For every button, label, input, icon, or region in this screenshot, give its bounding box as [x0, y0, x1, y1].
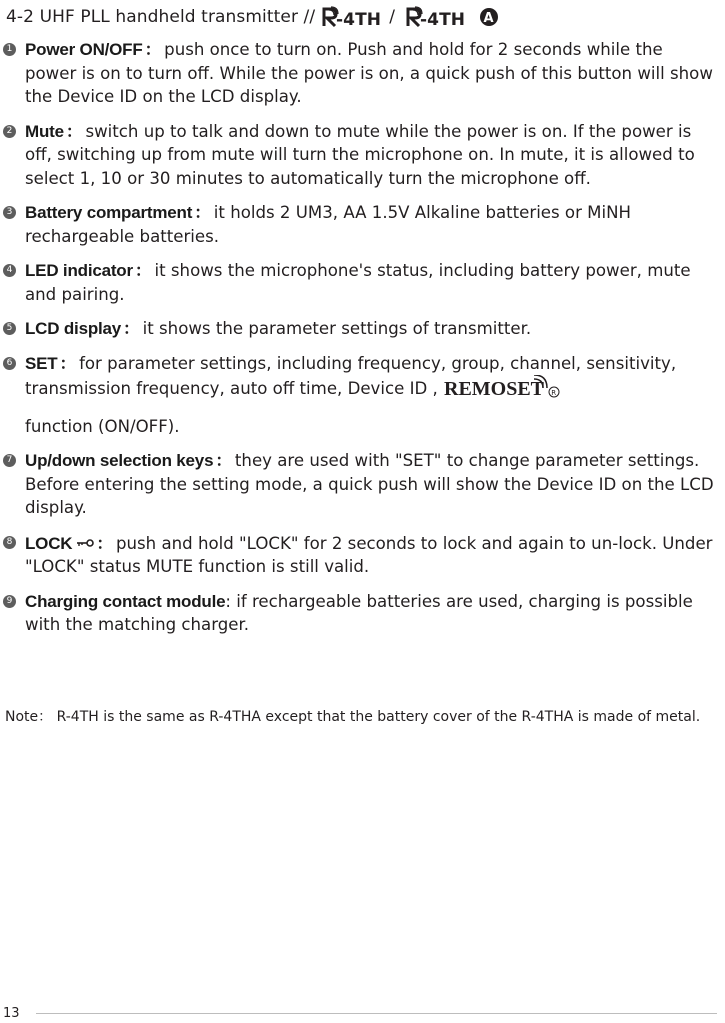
list-item-led: [0, 259, 725, 306]
r-4tha-logo: [405, 6, 501, 28]
item-number-badge: 7: [3, 454, 16, 467]
item-separator: ：: [215, 451, 232, 470]
item-description: it shows the parameter settings of transmitter.: [142, 319, 532, 338]
item-separator: ：: [59, 353, 77, 373]
item-number-badge: 3: [3, 206, 16, 219]
list-item-set: [0, 352, 725, 439]
key-icon: [76, 531, 94, 555]
item-separator: ：: [123, 319, 140, 338]
item-number-badge: 2: [3, 125, 16, 138]
remoset-wordmark: REMOSET: [443, 378, 544, 399]
item-term: Battery compartment: [25, 203, 193, 222]
note: [5, 705, 720, 729]
item-term: Power ON/OFF: [25, 40, 143, 59]
page-header: [6, 3, 501, 31]
item-description: it shows the microphone's status, including battery power, mute and pairing.: [25, 261, 691, 304]
note-text: R-4TH is the same as R-4THA except that the battery cover of the R-4THA is made of metal.: [56, 709, 701, 725]
item-separator: ：: [194, 203, 211, 222]
list-item-lock: [0, 531, 725, 579]
logo-separator: /: [389, 7, 396, 27]
page-number: 13: [3, 1006, 20, 1021]
svg-text:R: R: [551, 389, 557, 397]
item-term: LED indicator: [25, 261, 133, 280]
svg-text:-4TH: -4TH: [420, 10, 466, 28]
item-number-badge: 1: [3, 43, 16, 56]
feature-list: [0, 38, 725, 648]
note-label: Note：: [5, 709, 53, 725]
item-separator: ：: [144, 40, 162, 59]
section-title: 4-2 UHF PLL handheld transmitter //: [6, 7, 316, 27]
item-number-badge: 6: [3, 357, 16, 370]
item-description: it holds 2 UM3, AA 1.5V Alkaline batteries or MiNH rechargeable batteries.: [25, 203, 631, 246]
item-number-badge: 8: [3, 536, 16, 549]
item-term: Mute: [25, 121, 64, 141]
r-4th-logo-graphic: [321, 6, 385, 28]
item-description: push and hold "LOCK" for 2 seconds to lock and again to un-lock. Under "LOCK" status MUTE function is still valid.: [25, 533, 713, 576]
r-4tha-logo-graphic: [405, 6, 501, 28]
item-description-continued: function (ON/OFF).: [25, 416, 180, 436]
item-separator: ：: [96, 533, 113, 553]
item-term: LOCK: [25, 533, 73, 553]
svg-text:A: A: [483, 11, 494, 26]
item-description: for parameter settings, including frequency, group, channel, sensitivity, transmission frequency, auto off time, Device ID ,: [25, 353, 677, 398]
item-description: switch up to talk and down to mute while the power is on. If the power is off, switching up from mute will turn the microphone on. In mute, it is allowed to select 1, 10 or 30 minutes to automatically turn the microphone off.: [25, 121, 695, 188]
item-term: SET: [25, 353, 58, 373]
list-item-charging: [0, 590, 725, 637]
item-separator: ：: [134, 261, 152, 280]
item-description: they are used with "SET" to change parameter settings. Before entering the setting mode, a quick push will show the Device ID on the LCD display.: [25, 451, 714, 517]
footer-divider: [36, 1013, 717, 1014]
svg-text:-4TH: -4TH: [336, 10, 382, 28]
remoset-logo: [444, 375, 562, 406]
remoset-logo-graphic: [444, 375, 562, 399]
item-description: push once to turn on. Push and hold for 2 seconds while the power is on to turn off. While the power is on, a quick push of this button will show the Device ID on the LCD display.: [25, 40, 713, 106]
item-separator: ：: [65, 121, 83, 141]
list-item-battery: [0, 201, 725, 248]
item-number-badge: 4: [3, 264, 16, 277]
list-item-power: [0, 38, 725, 109]
list-item-mute: [0, 120, 725, 191]
item-term: Up/down selection keys: [25, 451, 214, 470]
r-4th-logo: [321, 6, 385, 28]
item-term: LCD display: [25, 319, 122, 338]
item-number-badge: 9: [3, 595, 16, 608]
item-term: Charging contact module: [25, 591, 226, 611]
item-number-badge: 5: [3, 322, 16, 335]
list-item-updown: [0, 449, 725, 520]
item-description: : if rechargeable batteries are used, charging is possible with the matching charger.: [25, 591, 693, 634]
list-item-lcd: [0, 317, 725, 341]
